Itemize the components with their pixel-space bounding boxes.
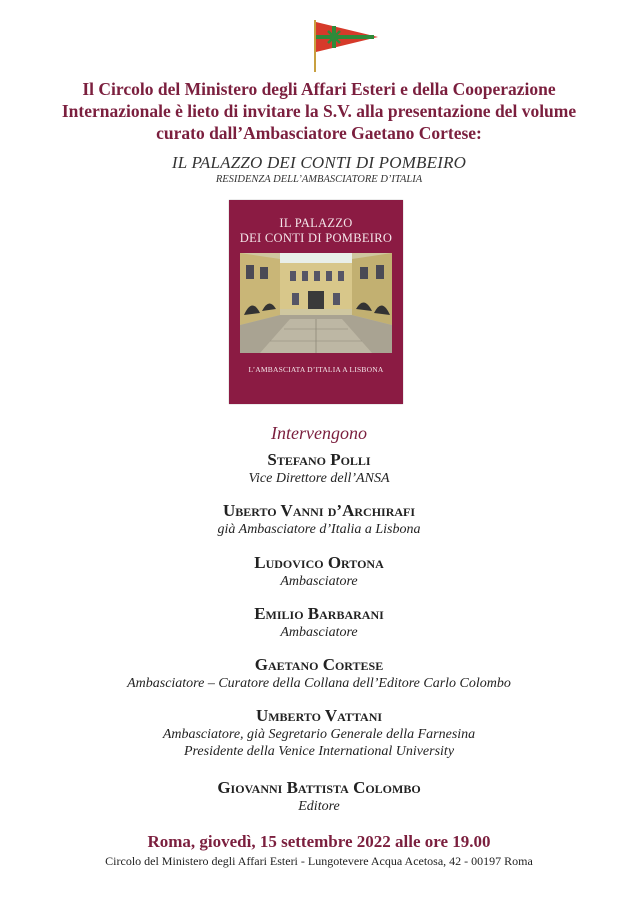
speaker-name: Umberto Vattani: [255, 706, 383, 725]
book-title: IL PALAZZO DEI CONTI DI POMBEIRO: [171, 153, 467, 172]
speaker-name: Uberto Vanni d’Archirafi: [222, 501, 416, 520]
book-subtitle: RESIDENZA DELL’AMBASCIATORE D’ITALIA: [215, 174, 423, 185]
cover-title-line: DEI CONTI DI POMBEIRO: [239, 231, 393, 245]
speaker-name: Giovanni Battista Colombo: [217, 778, 421, 797]
event-address: Circolo del Ministero degli Affari Esteri - Lungotevere Acqua Acetosa, 42 - 00197 Roma: [105, 854, 533, 868]
event-date: Roma, giovedì, 15 settembre 2022 alle ore 19.00: [147, 832, 491, 851]
invitation-intro: [20, 78, 618, 144]
speaker-item: [0, 501, 638, 538]
speaker-name: Emilio Barbarani: [254, 604, 384, 623]
cover-footer: L’AMBASCIATA D’ITALIA A LISBONA: [248, 365, 384, 374]
speaker-item: [0, 778, 638, 815]
intro-line: Internazionale è lieto di invitare la S.V. alla presentazione del volume: [61, 101, 577, 121]
speaker-role: Ambasciatore: [280, 625, 358, 640]
cover-title: [229, 216, 403, 246]
intro-line: Il Circolo del Ministero degli Affari Esteri e della Cooperazione: [82, 79, 556, 99]
palace-courtyard-photo: [240, 253, 392, 353]
speaker-name: Stefano Polli: [267, 450, 371, 469]
speaker-role: già Ambasciatore d’Italia a Lisbona: [217, 522, 421, 537]
speaker-item: [0, 655, 638, 692]
speaker-role: Ambasciatore – Curatore della Collana dell’Editore Carlo Colombo: [127, 676, 511, 691]
book-cover: [229, 200, 403, 404]
speaker-role: Ambasciatore: [280, 574, 358, 589]
speakers-heading: Intervengono: [271, 423, 367, 443]
speaker-role: Vice Direttore dell’ANSA: [248, 471, 390, 486]
pennant-flag-icon: [312, 18, 382, 74]
speaker-role: Presidente della Venice International University: [183, 744, 455, 759]
speaker-item: [0, 604, 638, 641]
cover-title-line: IL PALAZZO: [279, 216, 353, 230]
speaker-item: [0, 553, 638, 590]
speaker-item: [0, 706, 638, 760]
speaker-role: Ambasciatore, già Segretario Generale della Farnesina: [162, 727, 476, 742]
intro-line: curato dall’Ambasciatore Gaetano Cortese:: [156, 123, 482, 143]
speaker-role: Editore: [298, 799, 340, 814]
speaker-item: [0, 450, 638, 487]
speaker-name: Gaetano Cortese: [254, 655, 384, 674]
speaker-name: Ludovico Ortona: [254, 553, 384, 572]
